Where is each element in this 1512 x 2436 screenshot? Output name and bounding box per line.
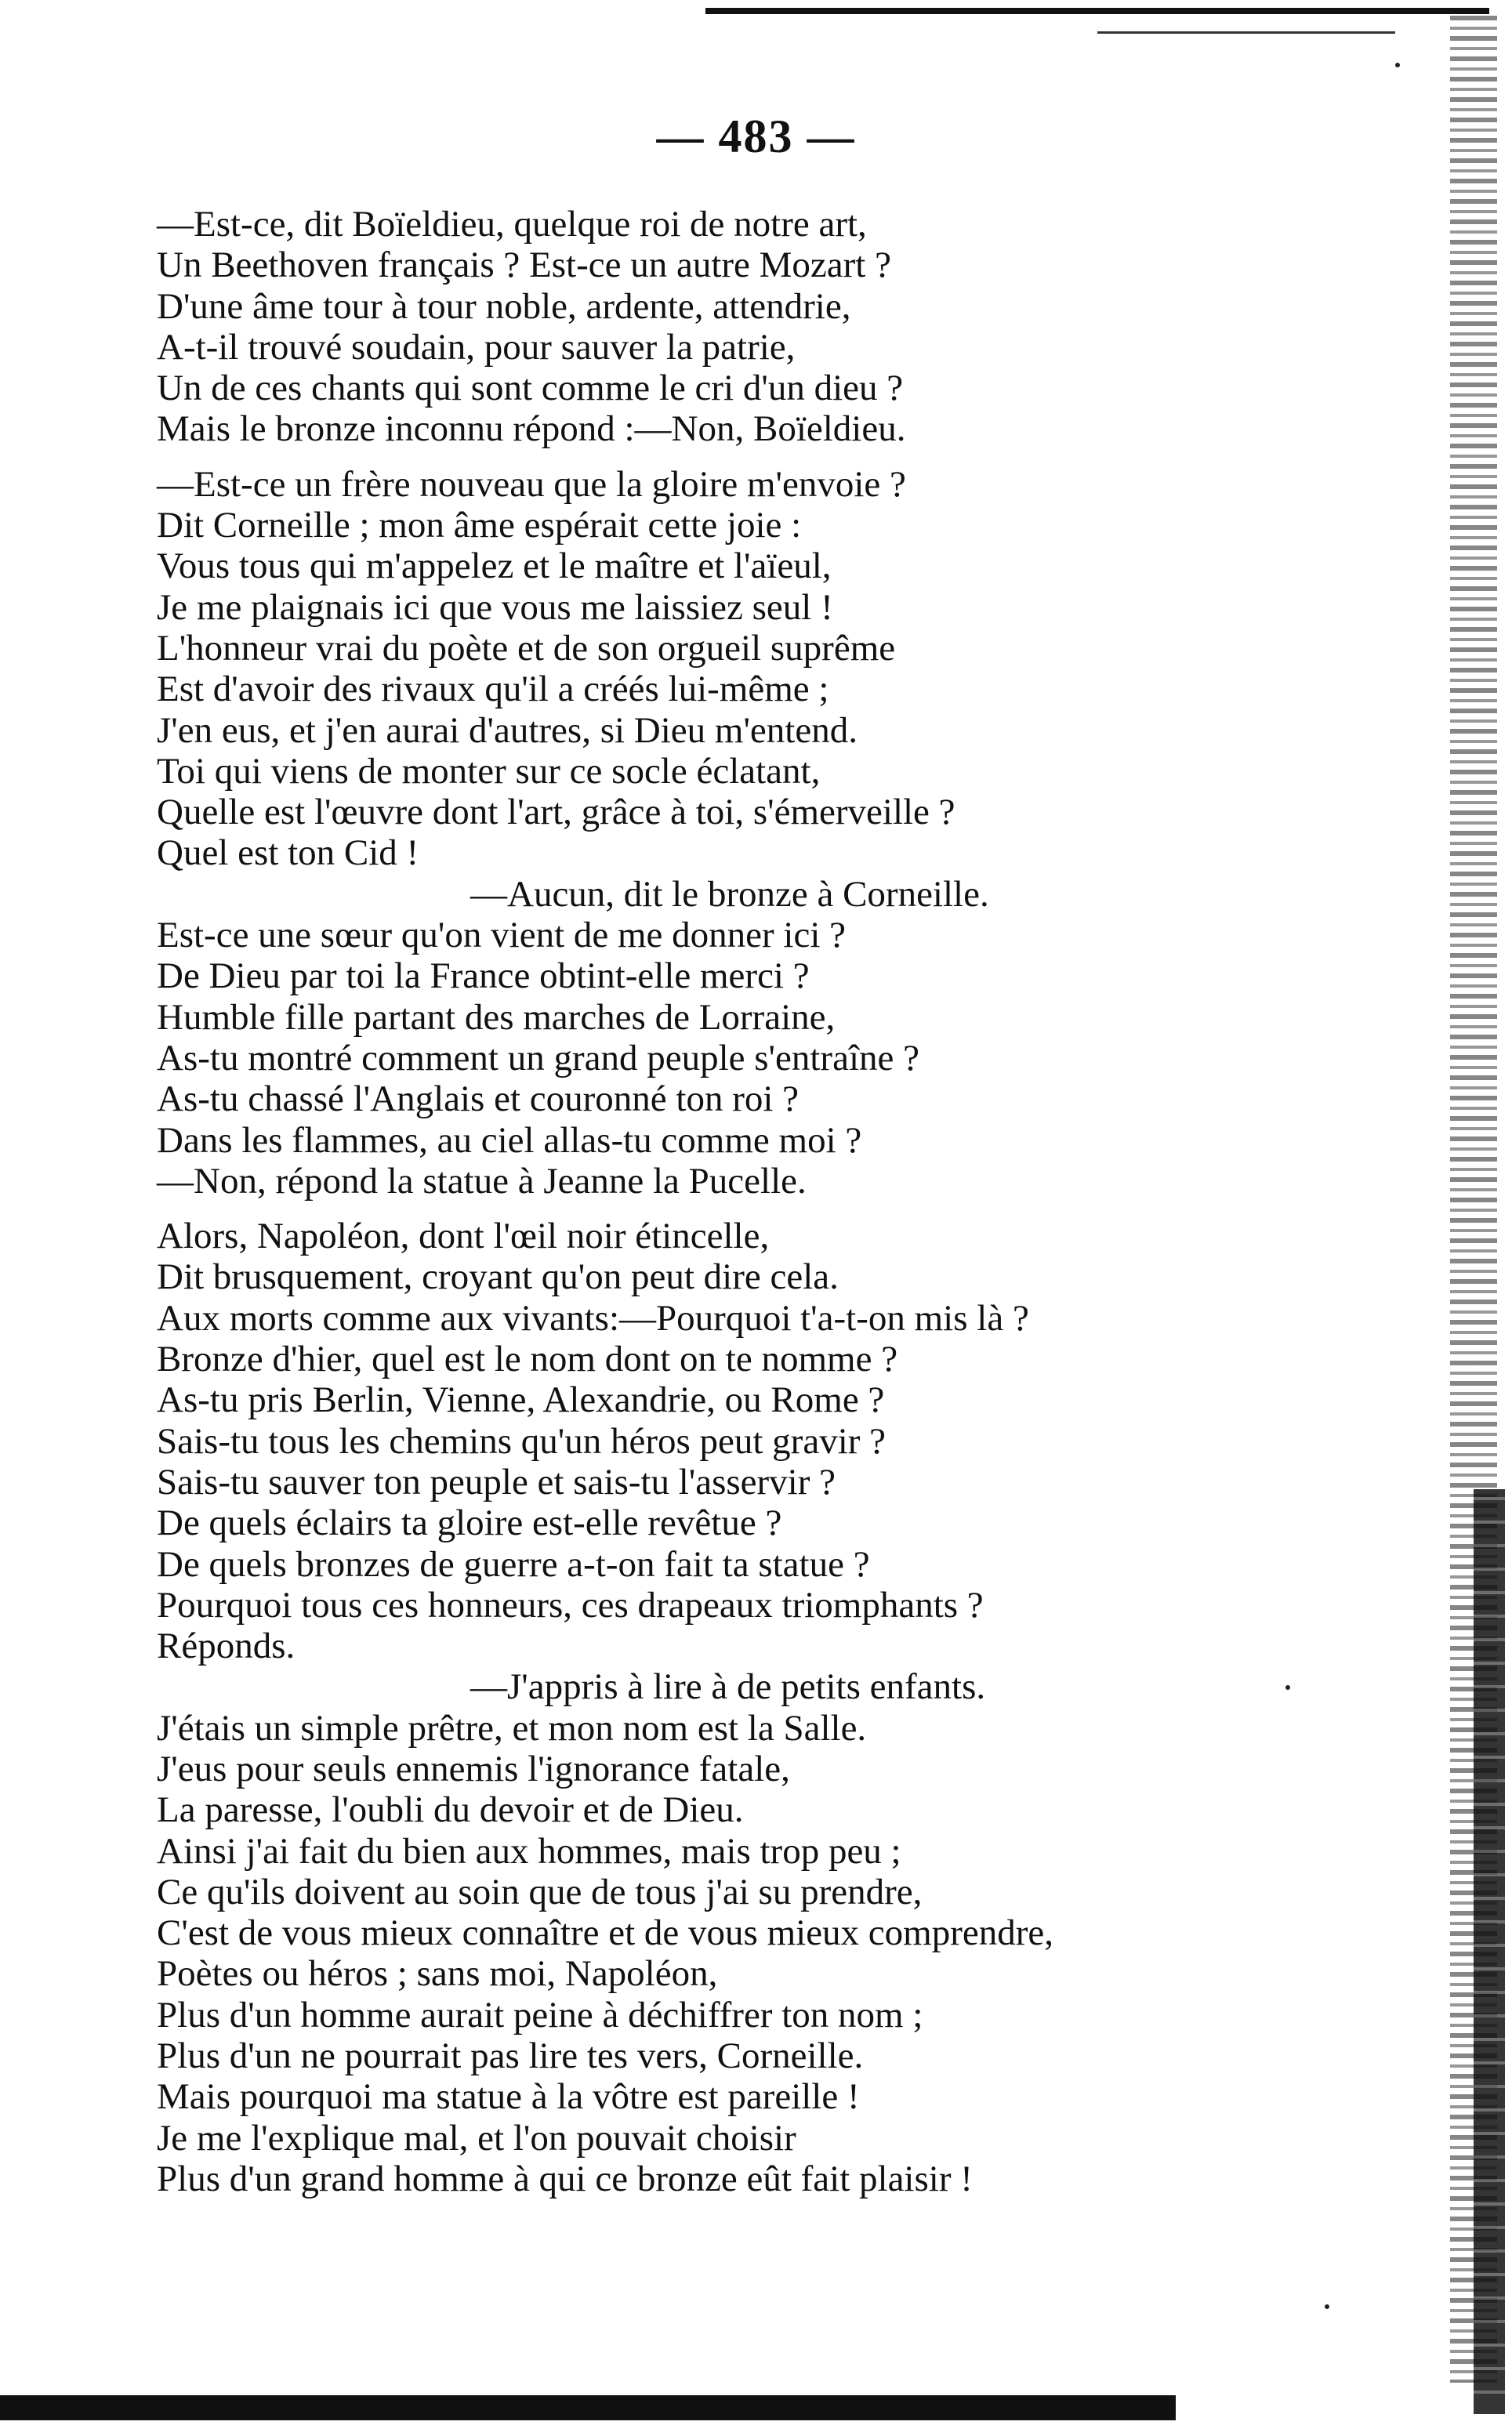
verse-line: Je me l'explique mal, et l'on pouvait choisir	[157, 2117, 796, 2159]
scan-right-edge-dark	[1474, 1489, 1505, 2414]
verse-line: As-tu pris Berlin, Vienne, Alexandrie, ou Rome ?	[157, 1379, 885, 1421]
verse-line: Ainsi j'ai fait du bien aux hommes, mais trop peu ;	[157, 1830, 901, 1872]
verse-line: —Est-ce un frère nouveau que la gloire m'envoie ?	[157, 463, 906, 505]
verse-line: As-tu chassé l'Anglais et couronné ton roi ?	[157, 1078, 800, 1120]
ink-speck	[1285, 1685, 1290, 1690]
verse-line: Plus d'un homme aurait peine à déchiffrer ton nom ;	[157, 1994, 923, 2035]
verse-line: Sais-tu sauver ton peuple et sais-tu l'asservir ?	[157, 1461, 836, 1503]
verse-line: Sais-tu tous les chemins qu'un héros peut gravir ?	[157, 1420, 887, 1462]
verse-line: L'honneur vrai du poète et de son orgueil suprême	[157, 627, 896, 669]
verse-line: A-t-il trouvé soudain, pour sauver la patrie,	[157, 326, 796, 368]
verse-line: Pourquoi tous ces honneurs, ces drapeaux triomphants ?	[157, 1584, 984, 1626]
verse-line: Dit Corneille ; mon âme espérait cette joie :	[157, 505, 802, 546]
verse-line: —J'appris à lire à de petits enfants.	[470, 1666, 986, 1708]
verse-line: Un Beethoven français ? Est-ce un autre Mozart ?	[157, 245, 891, 286]
verse-line: D'une âme tour à tour noble, ardente, attendrie,	[157, 285, 851, 327]
verse-line: Aux morts comme aux vivants:—Pourquoi t'a-t-on mis là ?	[157, 1297, 1029, 1339]
poem-text	[157, 204, 1317, 2199]
ink-speck	[1395, 63, 1400, 67]
verse-line: Est-ce une sœur qu'on vient de me donner ici ?	[157, 915, 847, 956]
verse-line: Dit brusquement, croyant qu'on peut dire cela.	[157, 1256, 839, 1298]
verse-line: Mais pourquoi ma statue à la vôtre est pareille !	[157, 2076, 860, 2118]
verse-line: Un de ces chants qui sont comme le cri d'un dieu ?	[157, 368, 904, 409]
verse-line: J'en eus, et j'en aurai d'autres, si Dieu m'entend.	[157, 709, 858, 751]
verse-line: —Est-ce, dit Boïeldieu, quelque roi de notre art,	[157, 204, 867, 245]
verse-line: Humble fille partant des marches de Lorraine,	[157, 996, 836, 1038]
verse-line: C'est de vous mieux connaître et de vous mieux comprendre,	[157, 1912, 1053, 1954]
verse-line: Plus d'un grand homme à qui ce bronze eût fait plaisir !	[157, 2158, 973, 2199]
verse-line: Vous tous qui m'appelez et le maître et l'aïeul,	[157, 546, 832, 587]
verse-line: De quels éclairs ta gloire est-elle revêtue ?	[157, 1503, 782, 1544]
verse-line: Dans les flammes, au ciel allas-tu comme moi ?	[157, 1119, 862, 1161]
page-number: — 483 —	[656, 111, 856, 162]
verse-line: Est d'avoir des rivaux qu'il a créés lui-même ;	[157, 669, 829, 710]
verse-line: Je me plaignais ici que vous me laissiez seul !	[157, 586, 833, 628]
top-border-rule	[705, 8, 1489, 14]
top-thin-rule	[1097, 31, 1395, 34]
verse-line: Ce qu'ils doivent au soin que de tous j'ai su prendre,	[157, 1871, 923, 1912]
verse-line: Quelle est l'œuvre dont l'art, grâce à toi, s'émerveille ?	[157, 792, 955, 833]
verse-line: As-tu montré comment un grand peuple s'entraîne ?	[157, 1037, 919, 1078]
bottom-border-rule	[0, 2395, 1176, 2420]
verse-line: Bronze d'hier, quel est le nom dont on te nomme ?	[157, 1339, 898, 1380]
verse-line: De quels bronzes de guerre a-t-on fait ta statue ?	[157, 1543, 870, 1585]
verse-line: Poètes ou héros ; sans moi, Napoléon,	[157, 1953, 718, 1995]
verse-line: Réponds.	[157, 1626, 296, 1667]
verse-line: Plus d'un ne pourrait pas lire tes vers, Corneille.	[157, 2035, 864, 2077]
verse-line: De Dieu par toi la France obtint-elle merci ?	[157, 955, 810, 997]
verse-line: J'eus pour seuls ennemis l'ignorance fatale,	[157, 1748, 790, 1789]
verse-line: J'étais un simple prêtre, et mon nom est la Salle.	[157, 1707, 867, 1749]
ink-speck	[1325, 2304, 1329, 2309]
verse-line: Mais le bronze inconnu répond :—Non, Boïeldieu.	[157, 408, 906, 450]
verse-line: La paresse, l'oubli du devoir et de Dieu.	[157, 1789, 744, 1831]
verse-line: Toi qui viens de monter sur ce socle éclatant,	[157, 750, 821, 792]
verse-line: —Non, répond la statue à Jeanne la Pucelle.	[157, 1160, 807, 1202]
verse-line: Alors, Napoléon, dont l'œil noir étincelle,	[157, 1216, 770, 1257]
verse-line: —Aucun, dit le bronze à Corneille.	[470, 873, 989, 915]
verse-line: Quel est ton Cid !	[157, 832, 419, 874]
